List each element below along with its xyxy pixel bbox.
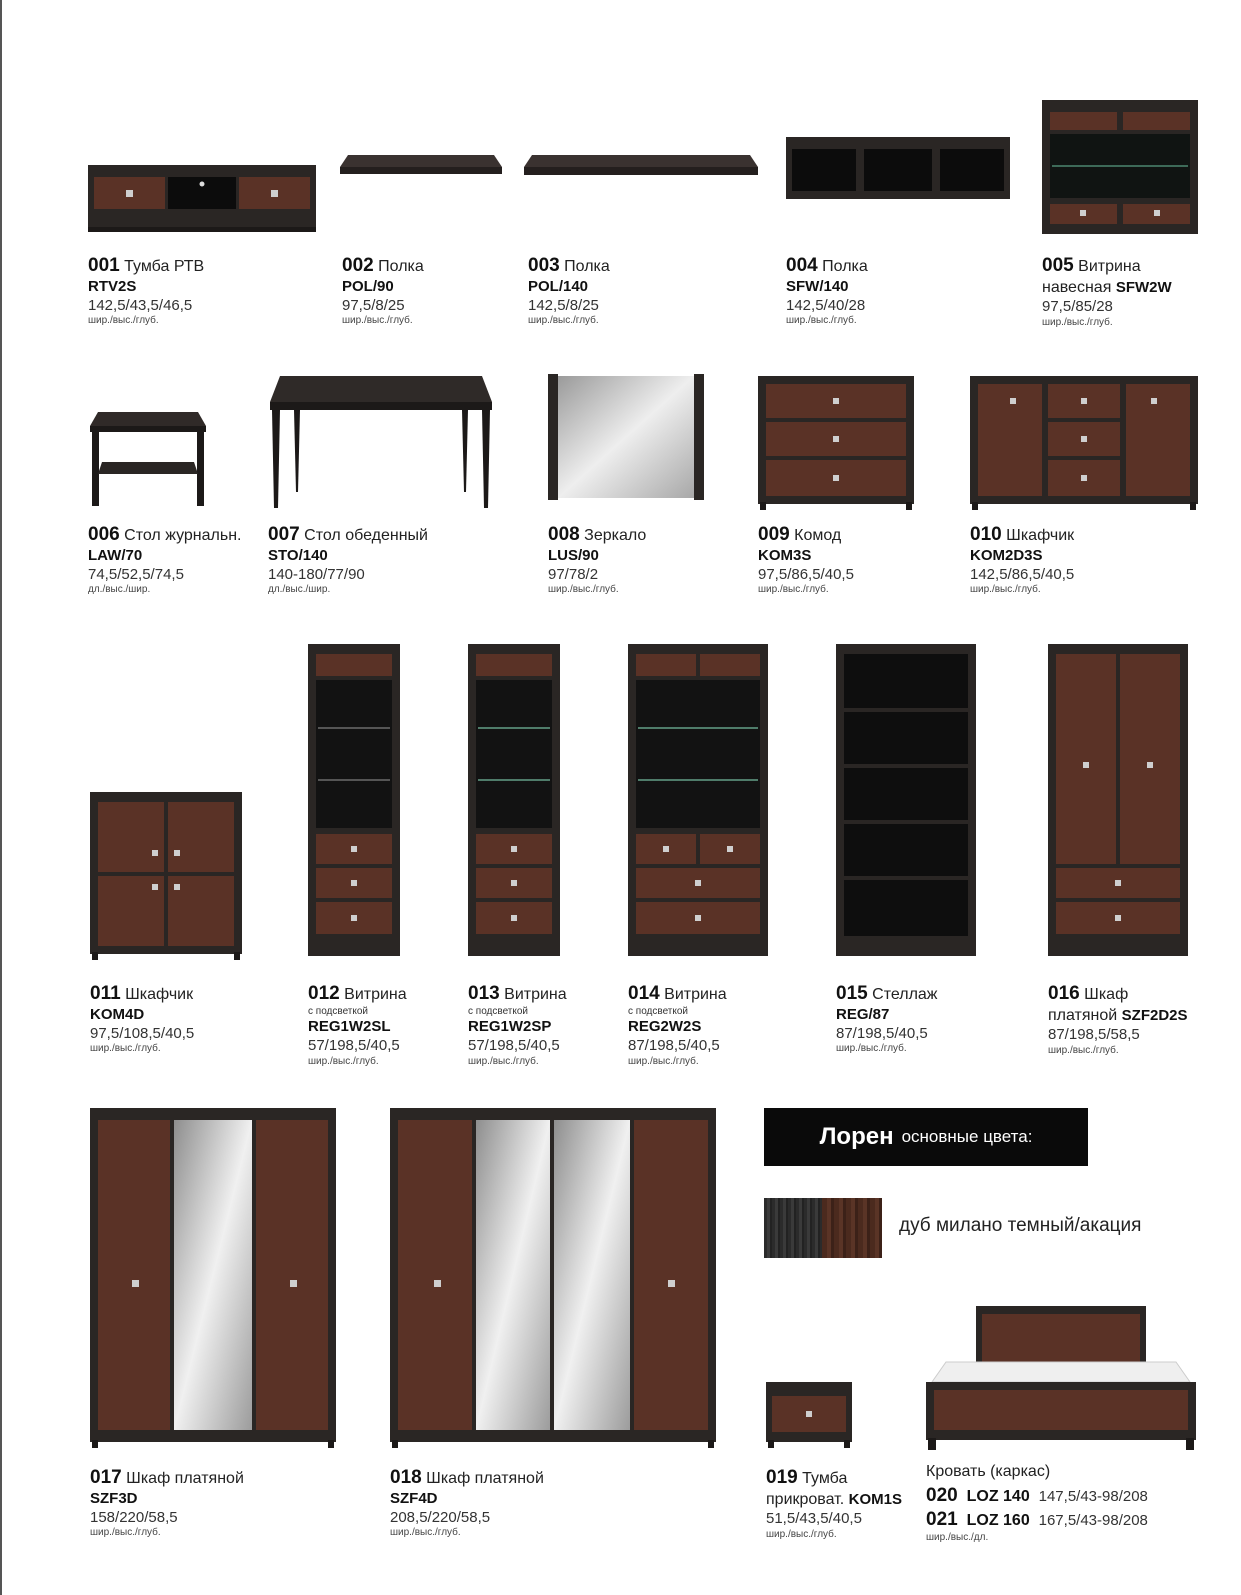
item-dims: 97,5/8/25 bbox=[342, 296, 405, 314]
image-sfw140 bbox=[786, 137, 1010, 201]
bed-unit: шир./выс./дл. bbox=[926, 1531, 989, 1543]
item-code: STO/140 bbox=[268, 546, 328, 564]
swatch-dark-oak bbox=[764, 1198, 822, 1258]
item-009 bbox=[758, 523, 854, 597]
item-number: 016 bbox=[1048, 983, 1080, 1004]
item-dims: 142,5/8/25 bbox=[528, 296, 599, 314]
image-kom1s bbox=[766, 1382, 852, 1448]
item-dims: 97,5/86,5/40,5 bbox=[758, 565, 854, 583]
item-number: 012 bbox=[308, 983, 340, 1004]
image-rtv2s bbox=[88, 165, 316, 235]
image-sto140 bbox=[268, 376, 494, 510]
image-szf2d2s bbox=[1048, 644, 1188, 962]
bed-row-num: 020 bbox=[926, 1485, 958, 1506]
item-dims: 87/198,5/40,5 bbox=[628, 1037, 720, 1054]
item-005 bbox=[1042, 254, 1172, 329]
item-number: 002 bbox=[342, 255, 374, 276]
item-014 bbox=[628, 982, 727, 1068]
item-code: LAW/70 bbox=[88, 546, 143, 564]
item-dims: 140-180/77/90 bbox=[268, 565, 365, 583]
item-note: с подсветкой bbox=[308, 1005, 369, 1017]
item-dims: 142,5/86,5/40,5 bbox=[970, 565, 1075, 583]
item-013 bbox=[468, 982, 567, 1068]
item-dims: 142,5/43,5/46,5 bbox=[88, 296, 193, 314]
image-reg1w2sp bbox=[468, 644, 560, 962]
item-unit: шир./выс./глуб. bbox=[88, 315, 159, 327]
item-name: Стол журнальн. bbox=[124, 527, 242, 544]
item-name-2: навесная bbox=[1042, 278, 1112, 296]
image-lus90 bbox=[548, 374, 704, 502]
item-name: Стеллаж bbox=[872, 986, 938, 1003]
item-003 bbox=[528, 254, 610, 328]
item-018 bbox=[390, 1466, 544, 1540]
brand-name: Лорен bbox=[819, 1123, 894, 1150]
item-010 bbox=[970, 523, 1074, 597]
image-reg87 bbox=[836, 644, 976, 962]
item-name: Шкафчик bbox=[1006, 527, 1075, 544]
item-note: с подсветкой bbox=[468, 1005, 529, 1017]
item-number: 009 bbox=[758, 524, 790, 545]
image-pol140 bbox=[524, 155, 758, 181]
item-dims: 74,5/52,5/74,5 bbox=[88, 565, 184, 583]
swatch-label: дуб милано темный/акация bbox=[899, 1215, 1142, 1236]
image-kom2d3s bbox=[970, 376, 1198, 510]
item-unit: шир./выс./глуб. bbox=[786, 315, 857, 327]
item-name: Тумба РТВ bbox=[124, 258, 205, 275]
item-name: Зеркало bbox=[584, 527, 647, 544]
item-code: SZF3D bbox=[90, 1489, 138, 1507]
page-border bbox=[0, 0, 2, 1595]
item-dims: 57/198,5/40,5 bbox=[308, 1037, 400, 1054]
item-number: 011 bbox=[90, 983, 121, 1004]
item-unit: шир./выс./глуб. bbox=[390, 1527, 461, 1539]
image-kom4d bbox=[90, 792, 242, 960]
item-number: 008 bbox=[548, 524, 580, 545]
image-sfw2w bbox=[1042, 100, 1198, 236]
item-dims: 158/220/58,5 bbox=[90, 1508, 178, 1526]
item-006 bbox=[88, 523, 241, 597]
item-name: Витрина bbox=[1078, 258, 1141, 275]
image-loz-bed bbox=[926, 1306, 1196, 1450]
bed-row-dims: 167,5/43-98/208 bbox=[1038, 1511, 1148, 1529]
item-name: Полка bbox=[564, 258, 610, 275]
item-dims: 142,5/40/28 bbox=[786, 296, 866, 314]
item-dims: 97/78/2 bbox=[548, 565, 599, 583]
item-code: REG2W2S bbox=[628, 1018, 702, 1036]
item-name: Шкафчик bbox=[125, 986, 194, 1003]
item-code: RTV2S bbox=[88, 277, 137, 295]
item-001 bbox=[88, 254, 204, 328]
image-law70 bbox=[88, 412, 208, 508]
item-code: SZF2D2S bbox=[1121, 1006, 1188, 1024]
item-note: с подсветкой bbox=[628, 1005, 689, 1017]
item-code: SFW/140 bbox=[786, 277, 849, 295]
item-dims: 57/198,5/40,5 bbox=[468, 1037, 560, 1054]
image-szf3d bbox=[90, 1108, 336, 1448]
item-code: KOM4D bbox=[90, 1005, 145, 1023]
item-unit: шир./выс./глуб. bbox=[758, 584, 829, 596]
item-number: 010 bbox=[970, 524, 1002, 545]
item-number: 003 bbox=[528, 255, 560, 276]
item-code: KOM1S bbox=[848, 1490, 902, 1508]
item-code: LUS/90 bbox=[548, 546, 599, 564]
item-name: Комод bbox=[794, 527, 842, 544]
colors-title: основные цвета: bbox=[901, 1127, 1033, 1146]
image-szf4d bbox=[390, 1108, 716, 1448]
bed-row-num: 021 bbox=[926, 1508, 958, 1530]
item-name: Шкаф bbox=[1084, 986, 1129, 1003]
item-dims: 87/198,5/58,5 bbox=[1048, 1025, 1140, 1043]
item-008 bbox=[548, 523, 646, 597]
item-unit: шир./выс./глуб. bbox=[90, 1043, 161, 1055]
item-012 bbox=[308, 982, 407, 1068]
item-number: 013 bbox=[468, 983, 500, 1004]
item-dims: 97,5/85/28 bbox=[1042, 297, 1113, 315]
item-code: REG/87 bbox=[836, 1005, 890, 1023]
color-swatch bbox=[764, 1198, 882, 1258]
item-name: Полка bbox=[378, 258, 424, 275]
image-kom3s bbox=[758, 376, 914, 510]
item-unit: шир./выс./глуб. bbox=[90, 1527, 161, 1539]
item-code: POL/140 bbox=[528, 277, 589, 295]
item-dims: 87/198,5/40,5 bbox=[836, 1024, 928, 1042]
item-unit: дл./выс./шир. bbox=[268, 584, 331, 596]
item-number: 004 bbox=[786, 255, 818, 276]
item-name: Стол обеденный bbox=[304, 527, 428, 544]
item-name: Витрина bbox=[344, 986, 407, 1003]
item-unit: дл./выс./шир. bbox=[88, 584, 151, 596]
item-code: KOM3S bbox=[758, 546, 812, 564]
item-code: REG1W2SL bbox=[308, 1018, 391, 1036]
item-dims: 97,5/108,5/40,5 bbox=[90, 1024, 195, 1042]
item-name: Тумба bbox=[802, 1470, 848, 1487]
item-unit: шир./выс./глуб. bbox=[836, 1043, 907, 1055]
item-unit: шир./выс./глуб. bbox=[528, 315, 599, 327]
item-017 bbox=[90, 1466, 244, 1540]
item-unit: шир./выс./глуб. bbox=[766, 1528, 837, 1540]
item-number: 017 bbox=[90, 1467, 122, 1488]
item-number: 018 bbox=[390, 1467, 422, 1488]
image-reg2w2s bbox=[628, 644, 768, 962]
image-pol90 bbox=[340, 155, 502, 177]
item-code: SFW2W bbox=[1115, 278, 1172, 296]
item-number: 014 bbox=[628, 983, 660, 1004]
bed-title: Кровать (каркас) bbox=[926, 1463, 1051, 1480]
item-016 bbox=[1048, 982, 1188, 1057]
item-unit: шир./выс./глуб. bbox=[342, 315, 413, 327]
item-unit: шир./выс./глуб. bbox=[1042, 316, 1113, 328]
item-name-2: платяной bbox=[1048, 1006, 1118, 1024]
item-number: 015 bbox=[836, 983, 868, 1004]
colors-banner bbox=[764, 1108, 1088, 1166]
swatch-acacia bbox=[822, 1198, 882, 1258]
item-unit: шир./выс./глуб. bbox=[628, 1055, 699, 1067]
item-unit: шир./выс./глуб. bbox=[468, 1055, 539, 1067]
item-004 bbox=[786, 254, 868, 328]
item-name: Полка bbox=[822, 258, 868, 275]
item-number: 006 bbox=[88, 524, 120, 545]
item-number: 019 bbox=[766, 1467, 798, 1488]
item-name: Шкаф платяной bbox=[126, 1470, 244, 1487]
bed-row-code: LOZ 140 bbox=[966, 1488, 1030, 1505]
item-name: Шкаф платяной bbox=[426, 1470, 544, 1487]
item-number: 001 bbox=[88, 255, 120, 276]
item-002 bbox=[342, 254, 424, 328]
item-number: 007 bbox=[268, 524, 300, 545]
item-number: 005 bbox=[1042, 255, 1074, 276]
item-unit: шир./выс./глуб. bbox=[548, 584, 619, 596]
bed-row-code: LOZ 160 bbox=[966, 1511, 1030, 1529]
item-unit: шир./выс./глуб. bbox=[308, 1055, 379, 1067]
item-code: POL/90 bbox=[342, 277, 394, 295]
item-name: Витрина bbox=[664, 986, 727, 1003]
item-015 bbox=[836, 982, 938, 1056]
item-name-2: прикроват. bbox=[766, 1490, 845, 1508]
item-bed bbox=[926, 1462, 1148, 1544]
item-dims: 208,5/220/58,5 bbox=[390, 1508, 491, 1526]
image-reg1w2sl bbox=[308, 644, 400, 962]
item-code: SZF4D bbox=[390, 1489, 438, 1507]
bed-row-dims: 147,5/43-98/208 bbox=[1038, 1488, 1148, 1505]
item-code: REG1W2SP bbox=[468, 1018, 552, 1036]
item-code: KOM2D3S bbox=[970, 546, 1043, 564]
item-unit: шир./выс./глуб. bbox=[970, 584, 1041, 596]
item-019 bbox=[766, 1466, 902, 1541]
item-name: Витрина bbox=[504, 986, 567, 1003]
item-unit: шир./выс./глуб. bbox=[1048, 1044, 1119, 1056]
item-007 bbox=[268, 523, 428, 597]
item-011 bbox=[90, 982, 194, 1056]
item-dims: 51,5/43,5/40,5 bbox=[766, 1509, 862, 1527]
